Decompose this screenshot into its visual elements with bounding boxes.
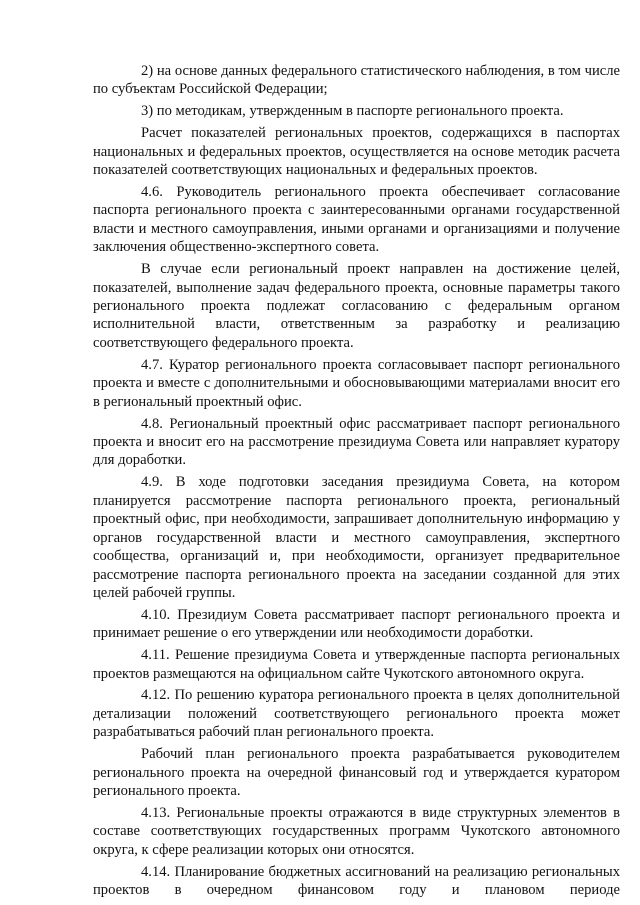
paragraph-4-10: 4.10. Президиум Совета рассматривает паспорт регионального проекта и принимает решение о его утверждении или необходимости доработки. xyxy=(93,606,620,642)
paragraph-indicator-calculation: Расчет показателей региональных проектов, содержащихся в паспортах национальных и федеральных проектов, осуществляется на основе методик расчета показателей соответствующих национальных и федеральных проектов. xyxy=(93,125,620,179)
paragraph-4-9: 4.9. В ходе подготовки заседания президиума Совета, на котором планируется рассмотрение паспорта регионального проекта, региональный проектный офис, при необходимости, запрашивает дополнительную информацию у органов государственной власти и местного самоуправления, экспертного сообщества, организаций и, при необходимости, организует предварительное рассмотрение паспорта регионального проекта на заседании созданной для этих целей рабочей группы. xyxy=(93,474,620,601)
paragraph-item-2: 2) на основе данных федерального статистического наблюдения, в том числе по субъектам Российской Федерации; xyxy=(93,63,620,98)
paragraph-item-3: 3) по методикам, утвержденным в паспорте регионального проекта. xyxy=(141,103,564,120)
paragraph-federal-coordination: В случае если региональный проект направлен на достижение целей, показателей, выполнение задач федерального проекта, основные параметры такого регионального проекта подлежат согласованию с федеральным органом исполнительной власти, ответственным за разработку и реализацию соответствующего федерального проекта. xyxy=(93,261,620,351)
paragraph-4-8: 4.8. Региональный проектный офис рассматривает паспорт регионального проекта и вносит его на рассмотрение президиума Совета или направляет куратору для доработки. xyxy=(93,415,620,469)
document-body xyxy=(93,62,620,903)
paragraph-4-12: 4.12. По решению куратора регионального проекта в целях дополнительной детализации положений соответствующего регионального проекта может разрабатываться рабочий план регионального проекта. xyxy=(93,687,620,741)
paragraph-work-plan: Рабочий план регионального проекта разрабатывается руководителем регионального проекта на очередной финансовый год и утверждается куратором регионального проекта. xyxy=(93,746,620,800)
paragraph-4-13: 4.13. Региональные проекты отражаются в виде структурных элементов в составе соответствующих государственных программ Чукотского автономного округа, к сфере реализации которых они относятся. xyxy=(93,804,620,858)
paragraph-4-6: 4.6. Руководитель регионального проекта обеспечивает согласование паспорта регионального проекта с заинтересованными органами государственной власти и местного самоуправления, иными органами и организациями и получение заключения общественно-экспертного совета. xyxy=(93,183,620,256)
paragraph-4-14: 4.14. Планирование бюджетных ассигнований на реализацию региональных проектов в очередном финансовом году и плановом периоде xyxy=(93,863,620,899)
paragraph-4-7: 4.7. Куратор регионального проекта согласовывает паспорт регионального проекта и вместе с дополнительными и обосновывающими материалами вносит его в региональный проектный офис. xyxy=(93,356,620,410)
paragraph-4-11: 4.11. Решение президиума Совета и утвержденные паспорта региональных проектов размещаются на официальном сайте Чукотского автономного округа. xyxy=(93,647,620,682)
